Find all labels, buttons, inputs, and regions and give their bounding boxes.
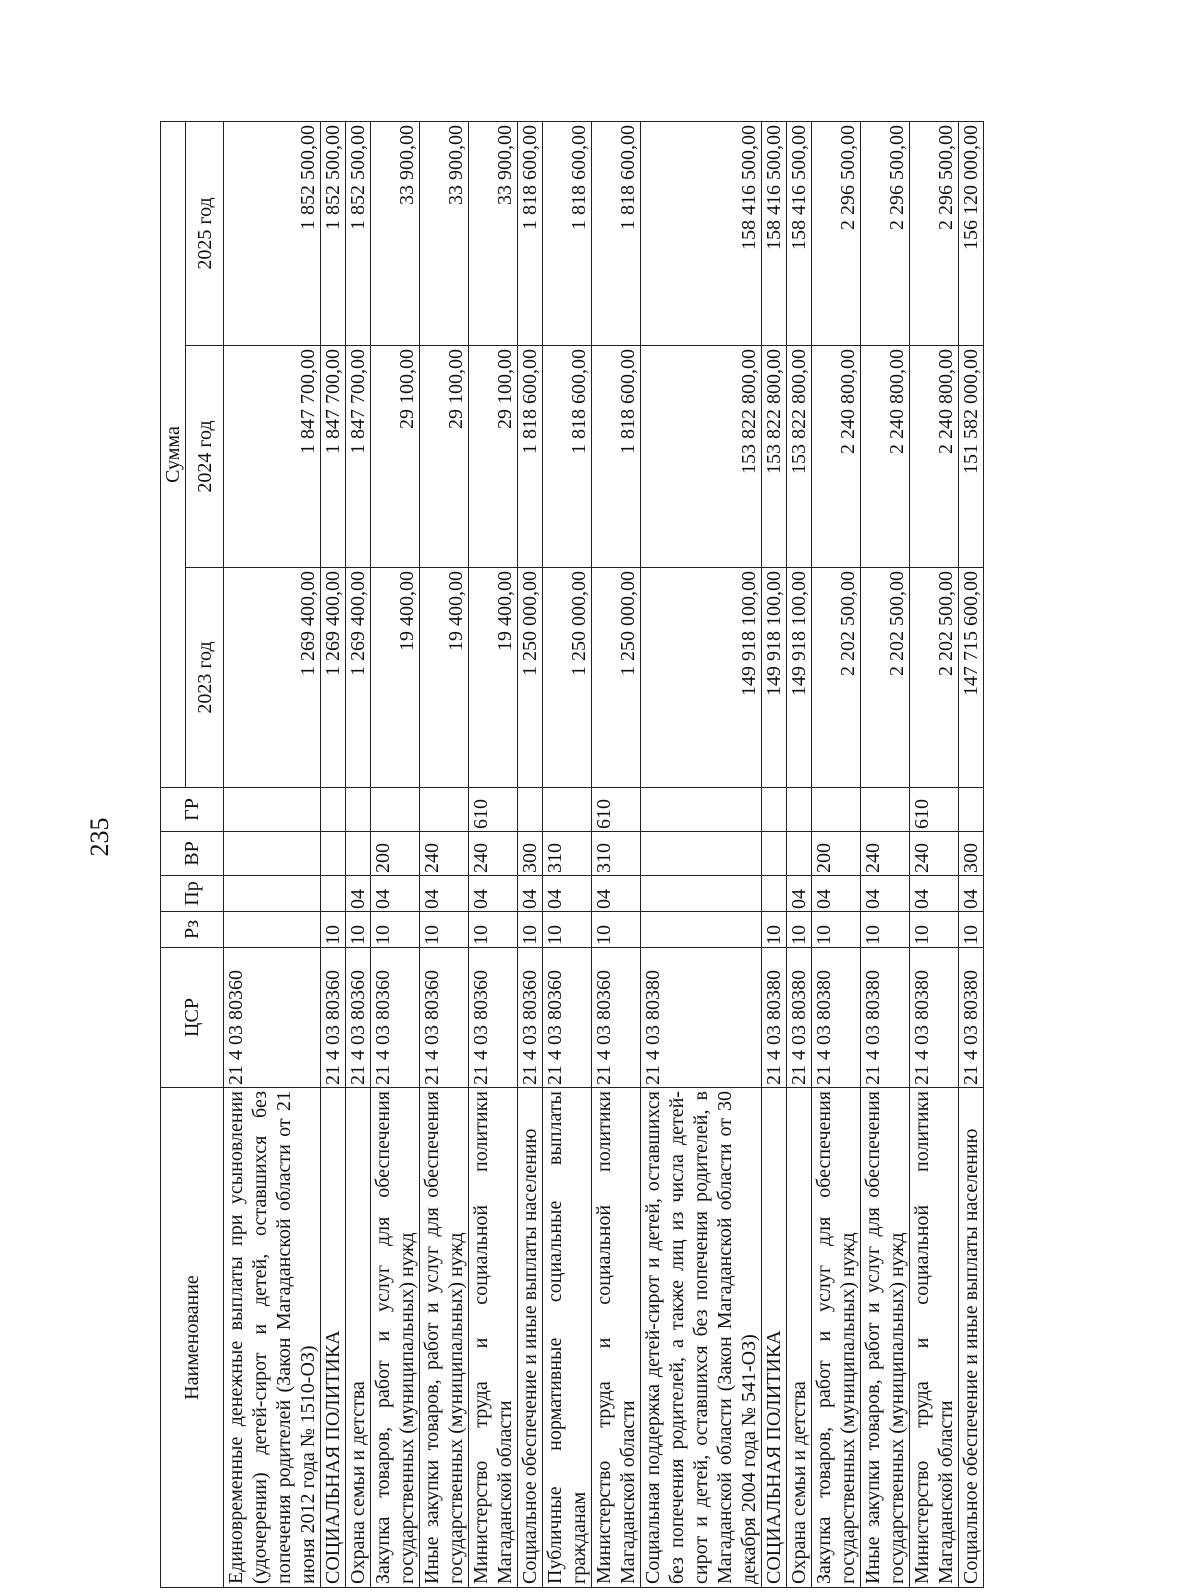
row-gr: 610 [592,788,641,832]
table-row [543,121,592,1587]
row-2024: 2 240 800,00 [861,346,910,568]
row-gr [762,788,787,832]
header-gr: ГР [161,788,224,832]
row-name: Публичные нормативные социальные выплаты гражданам [543,1088,592,1588]
row-2023: 2 202 500,00 [861,568,910,788]
row-2025: 158 416 500,00 [787,121,812,345]
row-csr: 21 4 03 80380 [641,948,762,1088]
row-2023: 149 918 100,00 [787,568,812,788]
row-2024: 1 818 600,00 [518,346,543,568]
row-2023: 1 269 400,00 [346,568,371,788]
row-rz: 10 [371,912,420,948]
row-vr: 200 [812,832,861,876]
row-rz: 10 [592,912,641,948]
row-gr [321,788,346,832]
row-2023: 1 269 400,00 [321,568,346,788]
row-2023: 19 400,00 [371,568,420,788]
row-2025: 2 296 500,00 [861,121,910,345]
row-rz: 10 [762,912,787,948]
row-rz: 10 [861,912,910,948]
header-name: Наименование [161,1088,224,1588]
table-row [641,121,762,1587]
row-vr [321,832,346,876]
row-name: Социальная поддержка детей-сирот и детей, оставшихся без попечения родителей, а также лиц из числа детей-сирот и детей, оставшихся без попечения родителей, в Магаданской области (Закон Магаданской области от 30 декабря 2004 года № 541-ОЗ) [641,1088,762,1588]
row-2025: 1 852 500,00 [321,121,346,345]
row-2023: 1 250 000,00 [543,568,592,788]
header-vr: ВР [161,832,224,876]
row-rz: 10 [346,912,371,948]
row-2025: 2 296 500,00 [910,121,959,345]
row-rz: 10 [518,912,543,948]
row-2024: 1 818 600,00 [592,346,641,568]
row-csr: 21 4 03 80360 [543,948,592,1088]
row-name: Закупка товаров, работ и услуг для обеспечения государственных (муниципальных) нужд [812,1088,861,1588]
row-pr: 04 [346,876,371,912]
row-csr: 21 4 03 80380 [787,948,812,1088]
row-2025: 33 900,00 [420,121,469,345]
header-pr: Пр [161,876,224,912]
row-vr: 240 [420,832,469,876]
row-vr [787,832,812,876]
row-2025: 33 900,00 [371,121,420,345]
row-name: Охрана семьи и детства [787,1088,812,1588]
table-body [224,121,984,1587]
row-gr [787,788,812,832]
row-2023: 149 918 100,00 [641,568,762,788]
row-pr [224,876,321,912]
table-row [224,121,321,1587]
header-2025: 2025 год [186,121,224,345]
row-csr: 21 4 03 80380 [959,948,984,1088]
row-csr: 21 4 03 80380 [762,948,787,1088]
row-pr: 04 [420,876,469,912]
table-row [592,121,641,1587]
row-gr: 610 [910,788,959,832]
row-2024: 151 582 000,00 [959,346,984,568]
table-row [469,121,518,1587]
row-2024: 153 822 800,00 [762,346,787,568]
row-pr [762,876,787,912]
row-2024: 153 822 800,00 [641,346,762,568]
table-row [812,121,861,1587]
budget-table [160,121,984,1588]
row-csr: 21 4 03 80380 [910,948,959,1088]
row-gr [420,788,469,832]
row-2024: 29 100,00 [371,346,420,568]
table-row [346,121,371,1587]
rotated-page [160,122,1080,1588]
row-gr [641,788,762,832]
row-gr [543,788,592,832]
row-2025: 33 900,00 [469,121,518,345]
page-number: 235 [85,817,114,857]
row-name: Иные закупки товаров, работ и услуг для обеспечения государственных (муниципальных) нужд [861,1088,910,1588]
row-name: Министерство труда и социальной политики Магаданской области [592,1088,641,1588]
row-csr: 21 4 03 80360 [224,948,321,1088]
row-2024: 153 822 800,00 [787,346,812,568]
row-2024: 1 847 700,00 [321,346,346,568]
row-pr: 04 [469,876,518,912]
row-2025: 2 296 500,00 [812,121,861,345]
row-2023: 2 202 500,00 [910,568,959,788]
row-rz: 10 [469,912,518,948]
row-vr: 300 [959,832,984,876]
row-vr: 240 [910,832,959,876]
row-vr [346,832,371,876]
row-name: СОЦИАЛЬНАЯ ПОЛИТИКА [762,1088,787,1588]
table-row [321,121,346,1587]
table-row [762,121,787,1587]
row-gr [812,788,861,832]
row-rz: 10 [812,912,861,948]
row-2025: 156 120 000,00 [959,121,984,345]
row-vr: 310 [592,832,641,876]
row-rz: 10 [543,912,592,948]
row-rz: 10 [959,912,984,948]
row-2024: 1 847 700,00 [346,346,371,568]
row-vr: 240 [861,832,910,876]
row-csr: 21 4 03 80380 [812,948,861,1088]
row-name: Министерство труда и социальной политики Магаданской области [469,1088,518,1588]
row-name: СОЦИАЛЬНАЯ ПОЛИТИКА [321,1088,346,1588]
row-csr: 21 4 03 80360 [518,948,543,1088]
row-csr: 21 4 03 80360 [592,948,641,1088]
row-2025: 1 818 600,00 [518,121,543,345]
row-rz [224,912,321,948]
row-pr [321,876,346,912]
table-row [420,121,469,1587]
row-vr [641,832,762,876]
row-2025: 158 416 500,00 [762,121,787,345]
row-gr [861,788,910,832]
row-2025: 158 416 500,00 [641,121,762,345]
row-2024: 29 100,00 [420,346,469,568]
row-2023: 147 715 600,00 [959,568,984,788]
row-rz: 10 [787,912,812,948]
row-2023: 149 918 100,00 [762,568,787,788]
header-sum: Сумма [161,121,186,787]
row-csr: 21 4 03 80380 [861,948,910,1088]
row-rz: 10 [420,912,469,948]
row-rz: 10 [910,912,959,948]
row-name: Социальное обеспечение и иные выплаты населению [518,1088,543,1588]
header-2024: 2024 год [186,346,224,568]
row-pr: 04 [861,876,910,912]
row-gr [346,788,371,832]
row-2023: 1 269 400,00 [224,568,321,788]
row-csr: 21 4 03 80360 [321,948,346,1088]
row-vr [762,832,787,876]
row-2024: 1 847 700,00 [224,346,321,568]
row-pr: 04 [812,876,861,912]
row-vr: 310 [543,832,592,876]
row-2024: 29 100,00 [469,346,518,568]
row-vr: 240 [469,832,518,876]
row-rz: 10 [321,912,346,948]
row-pr: 04 [371,876,420,912]
row-2024: 2 240 800,00 [910,346,959,568]
table-row [910,121,959,1587]
row-pr: 04 [959,876,984,912]
row-gr [959,788,984,832]
row-2025: 1 818 600,00 [592,121,641,345]
row-name: Единовременные денежные выплаты при усыновлении (удочерении) детей-сирот и детей, оставшихся без попечения родителей (Закон Магаданской области от 21 июня 2012 года № 1510-ОЗ) [224,1088,321,1588]
row-csr: 21 4 03 80360 [346,948,371,1088]
row-2024: 1 818 600,00 [543,346,592,568]
table-row [959,121,984,1587]
row-name: Социальное обеспечение и иные выплаты населению [959,1088,984,1588]
row-gr [224,788,321,832]
row-2025: 1 852 500,00 [224,121,321,345]
table-row [861,121,910,1587]
row-vr: 200 [371,832,420,876]
row-2023: 19 400,00 [420,568,469,788]
header-rz: Рз [161,912,224,948]
row-vr [224,832,321,876]
row-pr: 04 [543,876,592,912]
row-2023: 2 202 500,00 [812,568,861,788]
table-row [371,121,420,1587]
row-gr: 610 [469,788,518,832]
row-2025: 1 818 600,00 [543,121,592,345]
row-2023: 19 400,00 [469,568,518,788]
row-name: Министерство труда и социальной политики Магаданской области [910,1088,959,1588]
row-pr: 04 [592,876,641,912]
row-name: Закупка товаров, работ и услуг для обеспечения государственных (муниципальных) нужд [371,1088,420,1588]
row-2024: 2 240 800,00 [812,346,861,568]
row-pr [641,876,762,912]
row-gr [371,788,420,832]
row-2025: 1 852 500,00 [346,121,371,345]
row-pr: 04 [787,876,812,912]
row-csr: 21 4 03 80360 [420,948,469,1088]
row-gr [518,788,543,832]
row-pr: 04 [910,876,959,912]
table-row [518,121,543,1587]
row-pr: 04 [518,876,543,912]
header-2023: 2023 год [186,568,224,788]
header-csr: ЦСР [161,948,224,1088]
row-rz [641,912,762,948]
row-csr: 21 4 03 80360 [371,948,420,1088]
table-row [787,121,812,1587]
row-csr: 21 4 03 80360 [469,948,518,1088]
row-vr: 300 [518,832,543,876]
row-name: Иные закупки товаров, работ и услуг для обеспечения государственных (муниципальных) нужд [420,1088,469,1588]
row-2023: 1 250 000,00 [518,568,543,788]
row-2023: 1 250 000,00 [592,568,641,788]
row-name: Охрана семьи и детства [346,1088,371,1588]
